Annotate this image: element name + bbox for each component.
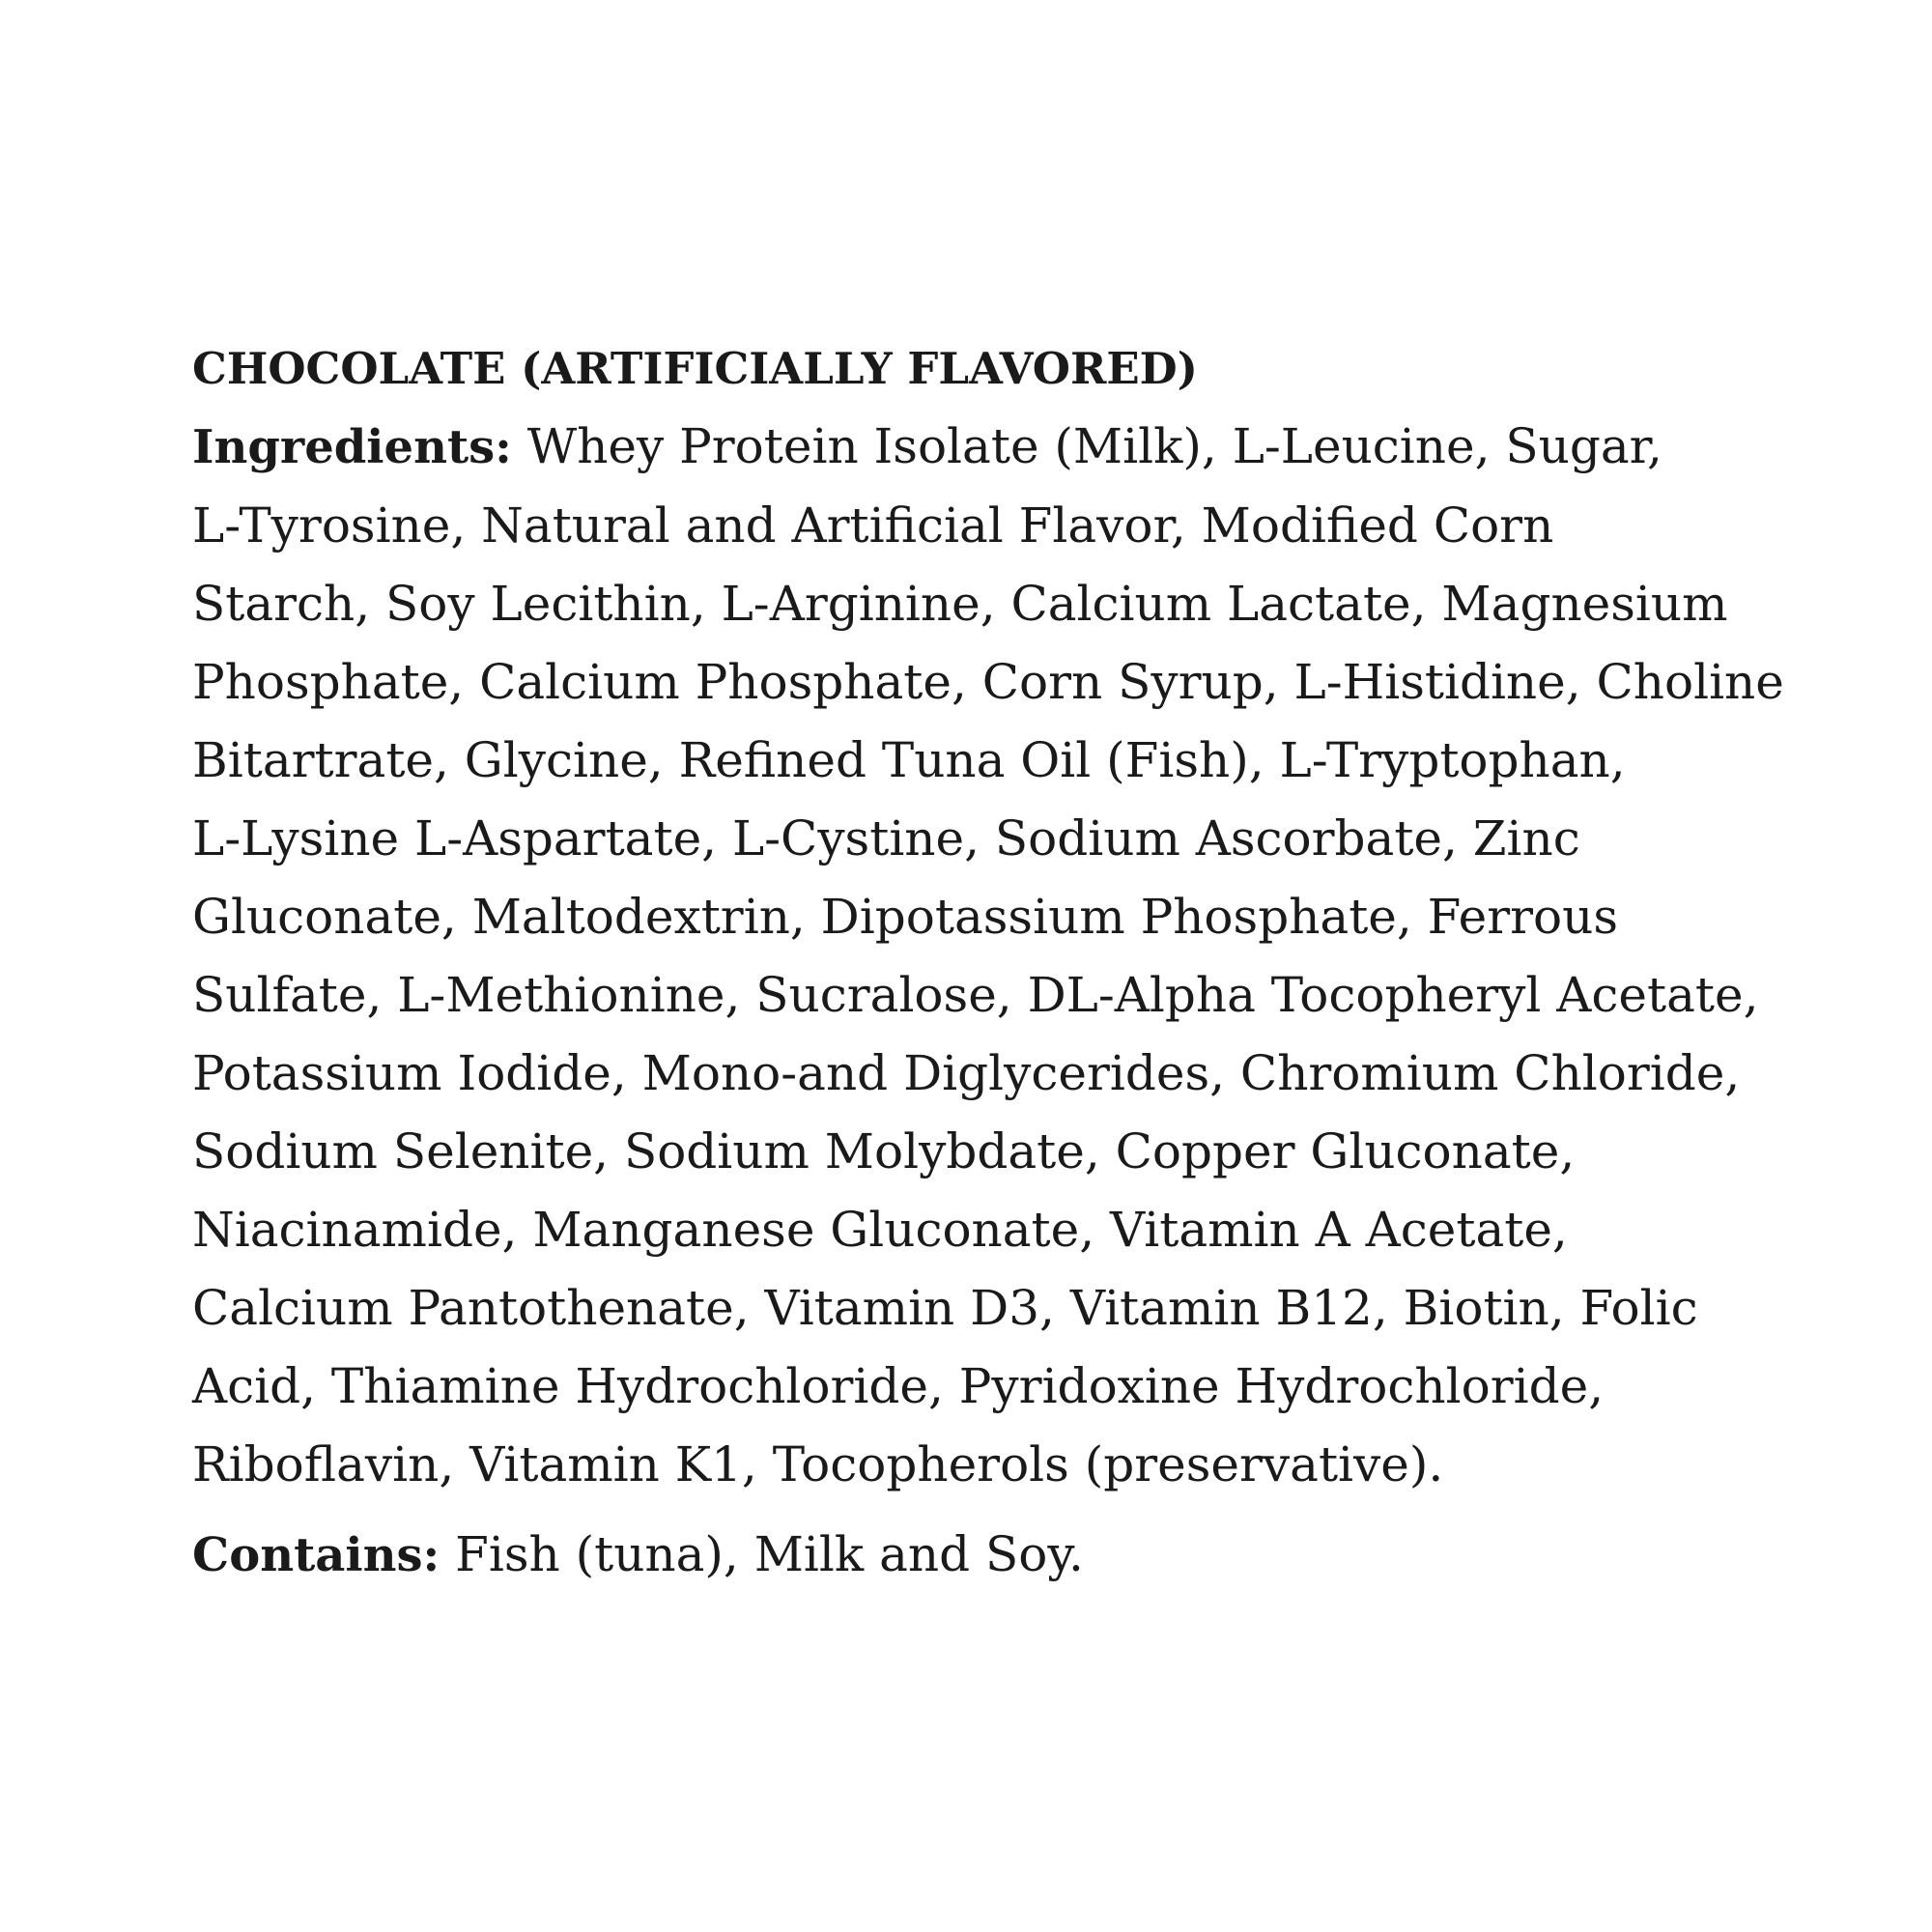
- ingredients-label: Ingredients:: [192, 420, 512, 474]
- ingredients-line: Starch, Soy Lecithin, L-Arginine, Calcium Lactate, Magnesium: [192, 576, 1728, 632]
- flavor-title: CHOCOLATE (ARTIFICIALLY FLAVORED): [192, 343, 1198, 394]
- ingredients-line: Niacinamide, Manganese Gluconate, Vitamin A Acetate,: [192, 1202, 1568, 1258]
- ingredients-text: Whey Protein Isolate (Milk), L-Leucine, Sugar,: [526, 418, 1662, 474]
- ingredients-line: Calcium Pantothenate, Vitamin D3, Vitamin B12, Biotin, Folic: [192, 1280, 1698, 1336]
- ingredient-label-panel: [192, 340, 1784, 1595]
- ingredients-line: Riboflavin, Vitamin K1, Tocopherols (preservative).: [192, 1436, 1444, 1492]
- ingredients-line: L-Lysine L-Aspartate, L-Cystine, Sodium Ascorbate, Zinc: [192, 810, 1580, 867]
- contains-label: Contains:: [192, 1528, 440, 1582]
- ingredients-line: Phosphate, Calcium Phosphate, Corn Syrup, L-Histidine, Choline: [192, 654, 1784, 710]
- allergen-statement: [192, 1516, 1776, 1595]
- ingredients-section: [192, 408, 1784, 1504]
- ingredients-line: Bitartrate, Glycine, Refined Tuna Oil (Fish), L-Tryptophan,: [192, 732, 1626, 788]
- ingredients-line: Potassium Iodide, Mono-and Diglycerides, Chromium Chloride,: [192, 1045, 1741, 1101]
- ingredients-line: L-Tyrosine, Natural and Artificial Flavor, Modified Corn: [192, 497, 1554, 554]
- ingredients-line: Sodium Selenite, Sodium Molybdate, Copper Gluconate,: [192, 1123, 1576, 1179]
- ingredients-line: Acid, Thiamine Hydrochloride, Pyridoxine Hydrochloride,: [192, 1358, 1605, 1414]
- ingredients-line: Sulfate, L-Methionine, Sucralose, DL-Alpha Tocopheryl Acetate,: [192, 967, 1759, 1023]
- ingredients-line: [192, 408, 1776, 487]
- ingredients-line: Gluconate, Maltodextrin, Dipotassium Phosphate, Ferrous: [192, 889, 1619, 945]
- contains-text: Fish (tuna), Milk and Soy.: [455, 1526, 1084, 1582]
